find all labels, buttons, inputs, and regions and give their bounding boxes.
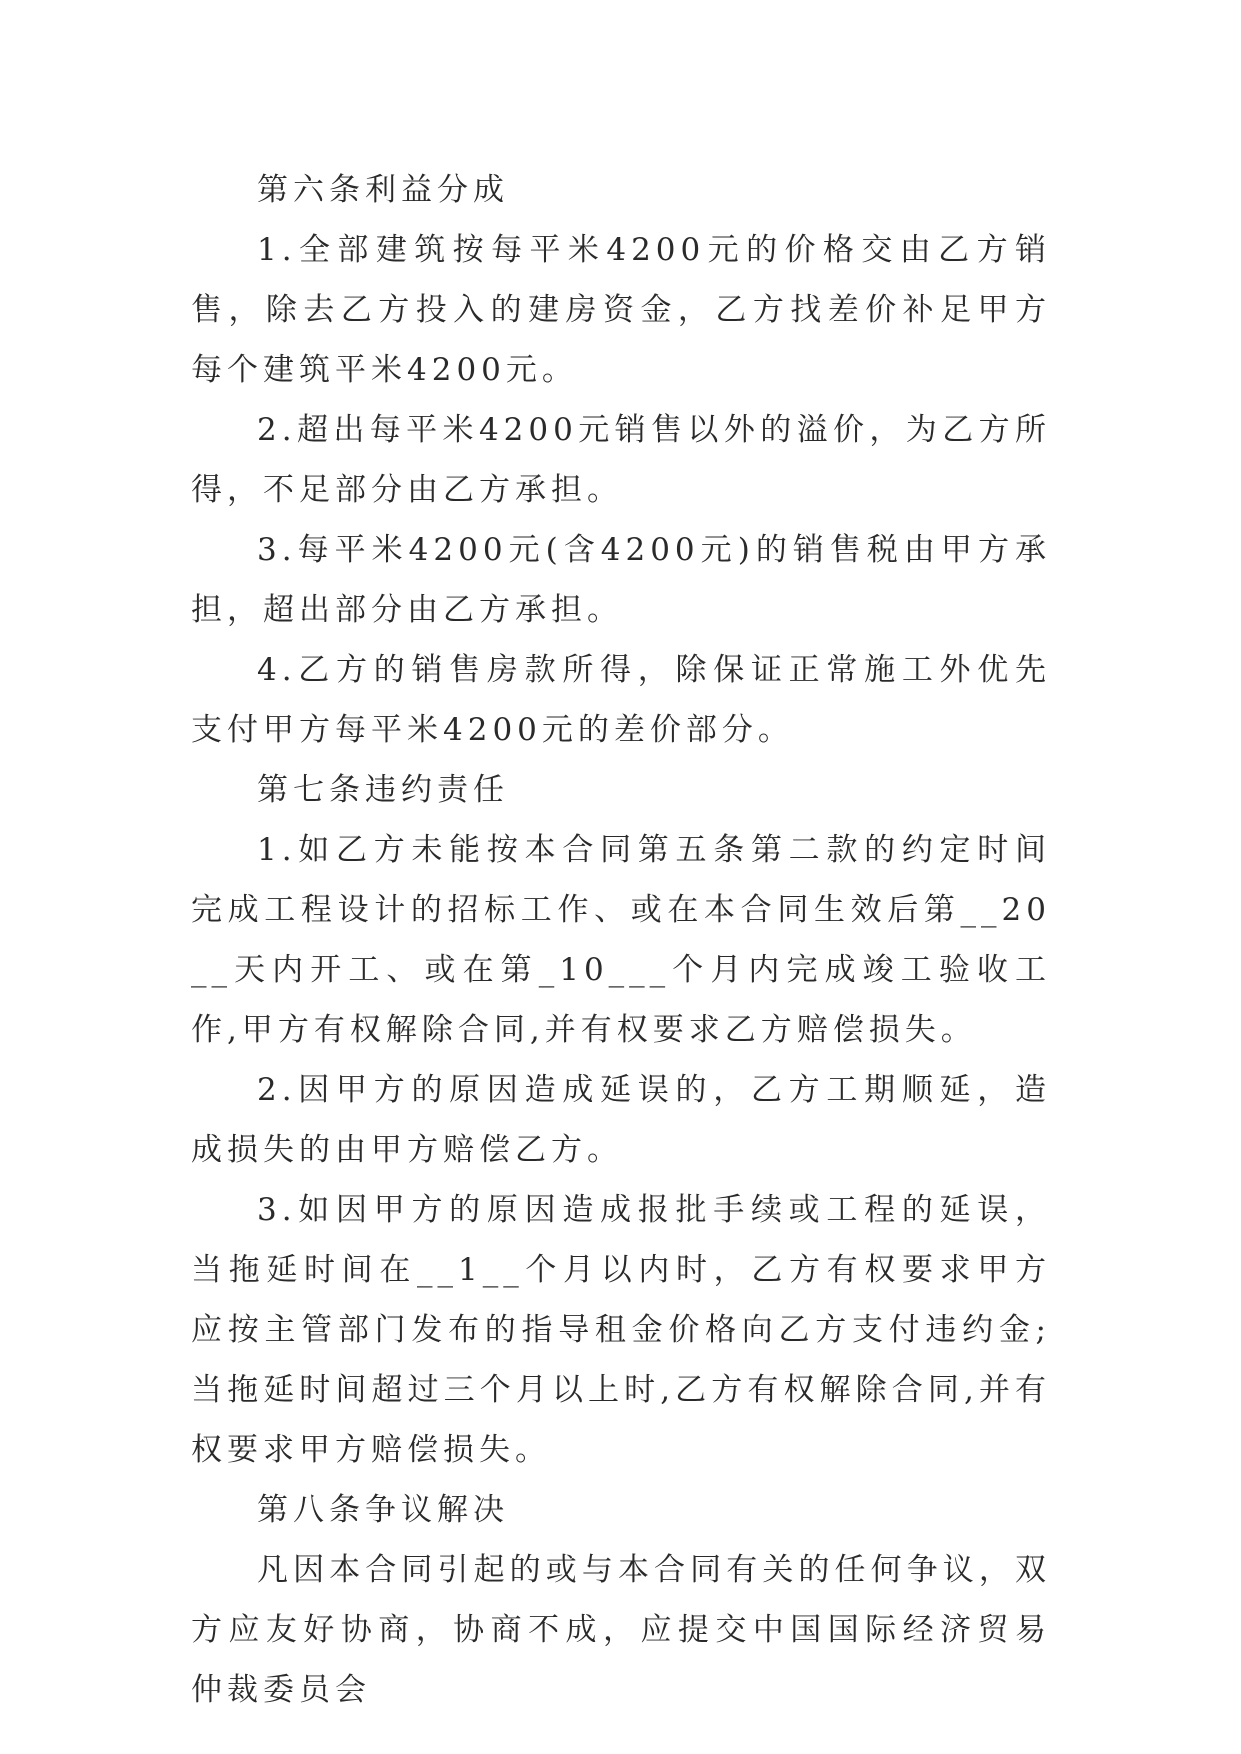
clause-6-2: 2.超出每平米4200元销售以外的溢价，为乙方所得，不足部分由乙方承担。 [191, 412, 1051, 508]
clause-7-2: 2.因甲方的原因造成延误的，乙方工期顺延，造成损失的由甲方赔偿乙方。 [191, 1072, 1051, 1168]
section-heading-8: 第八条争议解决 [257, 1492, 509, 1528]
document-page [191, 160, 1051, 1720]
section-heading-7: 第七条违约责任 [257, 772, 509, 808]
clause-6-1: 1.全部建筑按每平米4200元的价格交由乙方销售，除去乙方投入的建房资金，乙方找差价补足甲方每个建筑平米4200元。 [191, 232, 1051, 388]
clause-7-3: 3.如因甲方的原因造成报批手续或工程的延误，当拖延时间在__1__个月以内时，乙方有权要求甲方应按主管部门发布的指导租金价格向乙方支付违约金;当拖延时间超过三个月以上时,乙方有权解除合同,并有权要求甲方赔偿损失。 [191, 1192, 1051, 1468]
section-heading-6: 第六条利益分成 [257, 172, 509, 208]
clause-8-body: 凡因本合同引起的或与本合同有关的任何争议，双方应友好协商，协商不成，应提交中国国际经济贸易仲裁委员会 [191, 1552, 1051, 1708]
clause-6-3: 3.每平米4200元(含4200元)的销售税由甲方承担，超出部分由乙方承担。 [191, 532, 1051, 628]
clause-6-4: 4.乙方的销售房款所得，除保证正常施工外优先支付甲方每平米4200元的差价部分。 [191, 652, 1051, 748]
clause-7-1: 1.如乙方未能按本合同第五条第二款的约定时间完成工程设计的招标工作、或在本合同生效后第__20__天内开工、或在第_10___个月内完成竣工验收工作,甲方有权解除合同,并有权要求乙方赔偿损失。 [191, 832, 1051, 1048]
